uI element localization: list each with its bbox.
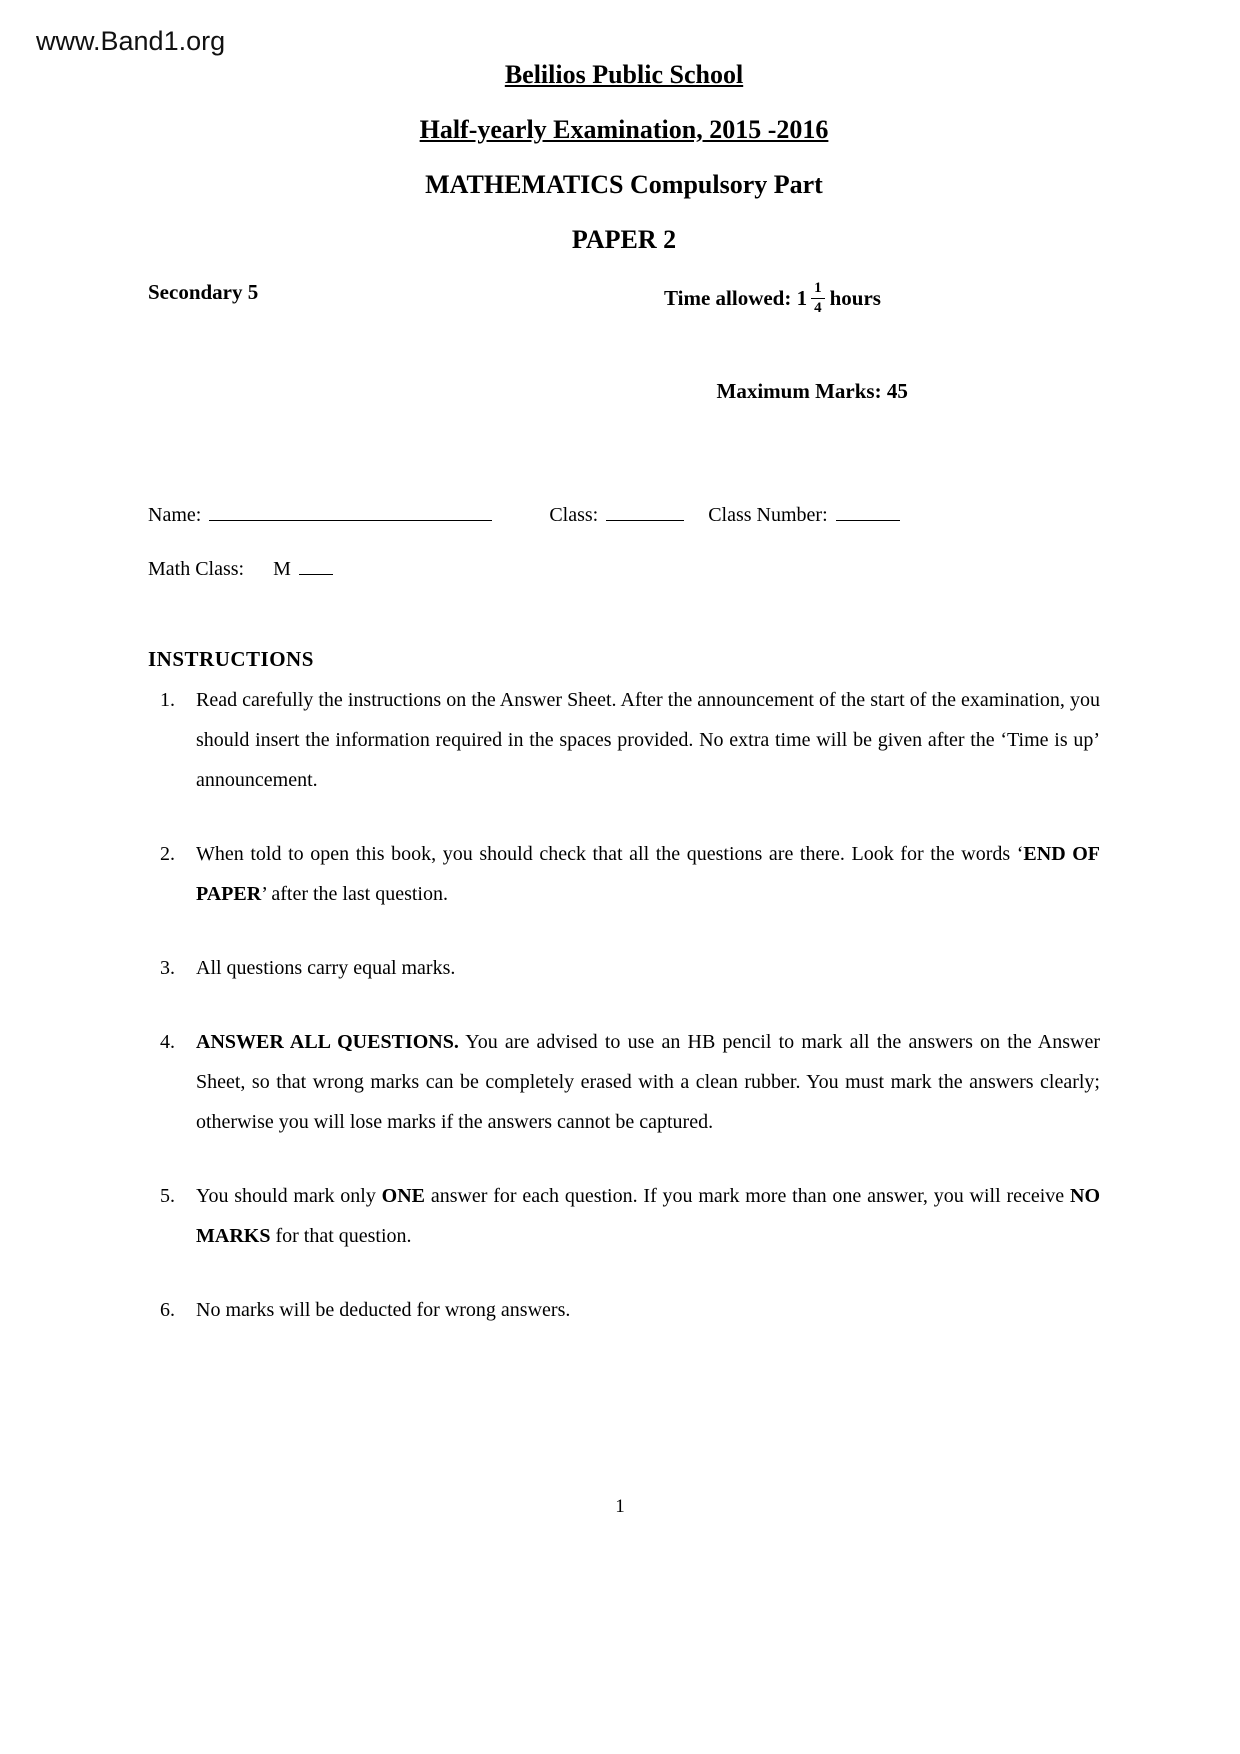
- instruction-text: You should mark only ONE answer for each question. If you mark more than one answer, you will receive NO MARKS for that question.: [196, 1184, 1100, 1247]
- paper-title: PAPER 2: [571, 225, 677, 254]
- instruction-text: Read carefully the instructions on the Answer Sheet. After the announcement of the start of the examination, you should insert the information required in the spaces provided. No extra time will be given after the ‘Time is up’ announcement.: [196, 688, 1100, 791]
- time-allowed-line: [664, 280, 1014, 318]
- time-allowed-prefix: Time allowed: 1: [664, 286, 808, 311]
- class-blank: [606, 501, 684, 521]
- maximum-marks-value: 45: [886, 378, 908, 403]
- secondary-level: Secondary 5: [148, 280, 259, 304]
- fraction-numerator: 1: [811, 280, 825, 299]
- instruction-number: 6.: [160, 1298, 175, 1321]
- instruction-item: [148, 1022, 1100, 1142]
- instruction-item: [148, 1176, 1100, 1256]
- instruction-item: [148, 834, 1100, 914]
- instruction-number: 1.: [160, 688, 175, 711]
- page-number: 1: [615, 1496, 625, 1517]
- meta-right-column: [664, 280, 1014, 429]
- instructions-heading: INSTRUCTIONS: [148, 646, 314, 671]
- maximum-marks-label: Maximum Marks:: [716, 378, 882, 403]
- watermark-text: www.Band1.org: [36, 26, 226, 56]
- name-blank: [209, 501, 492, 521]
- instruction-text: All questions carry equal marks.: [196, 956, 456, 979]
- meta-row: [148, 280, 1100, 429]
- instruction-number: 5.: [160, 1184, 175, 1207]
- math-class-row: [148, 555, 1100, 581]
- exam-title: Half-yearly Examination, 2015 -2016: [419, 115, 829, 144]
- instruction-item: [148, 680, 1100, 800]
- time-fraction: [811, 280, 825, 318]
- instruction-number: 3.: [160, 956, 175, 979]
- time-allowed-suffix: hours: [829, 286, 881, 311]
- instruction-item: [148, 1290, 1100, 1330]
- math-class-blank: [299, 555, 333, 575]
- instruction-item: [148, 948, 1100, 988]
- instructions-list: [148, 680, 1100, 1330]
- instruction-text: No marks will be deducted for wrong answers.: [196, 1298, 571, 1321]
- instruction-number: 2.: [160, 842, 175, 865]
- math-class-label: Math Class:: [148, 557, 245, 580]
- class-number-blank: [836, 501, 900, 521]
- name-label: Name:: [148, 503, 202, 526]
- math-class-prefix: M: [273, 557, 291, 580]
- fraction-denominator: 4: [814, 300, 822, 317]
- student-fields: [148, 501, 1100, 581]
- instruction-text: When told to open this book, you should check that all the questions are there. Look for the words ‘END OF PAPER’ after the last question.: [196, 842, 1101, 905]
- document-content: [148, 60, 1100, 1364]
- instruction-number: 4.: [160, 1030, 175, 1053]
- name-class-row: [148, 501, 1100, 527]
- class-label: Class:: [549, 503, 599, 526]
- class-number-label: Class Number:: [708, 503, 828, 526]
- subject-title: MATHEMATICS Compulsory Part: [425, 170, 823, 199]
- instruction-text: ANSWER ALL QUESTIONS. You are advised to use an HB pencil to mark all the answers on the Answer Sheet, so that wrong marks can be completely erased with a clean rubber. You must mark the answers clearly; otherwise you will lose marks if the answers cannot be captured.: [196, 1030, 1100, 1133]
- school-name: Belilios Public School: [504, 60, 744, 89]
- maximum-marks-line: [664, 354, 1014, 429]
